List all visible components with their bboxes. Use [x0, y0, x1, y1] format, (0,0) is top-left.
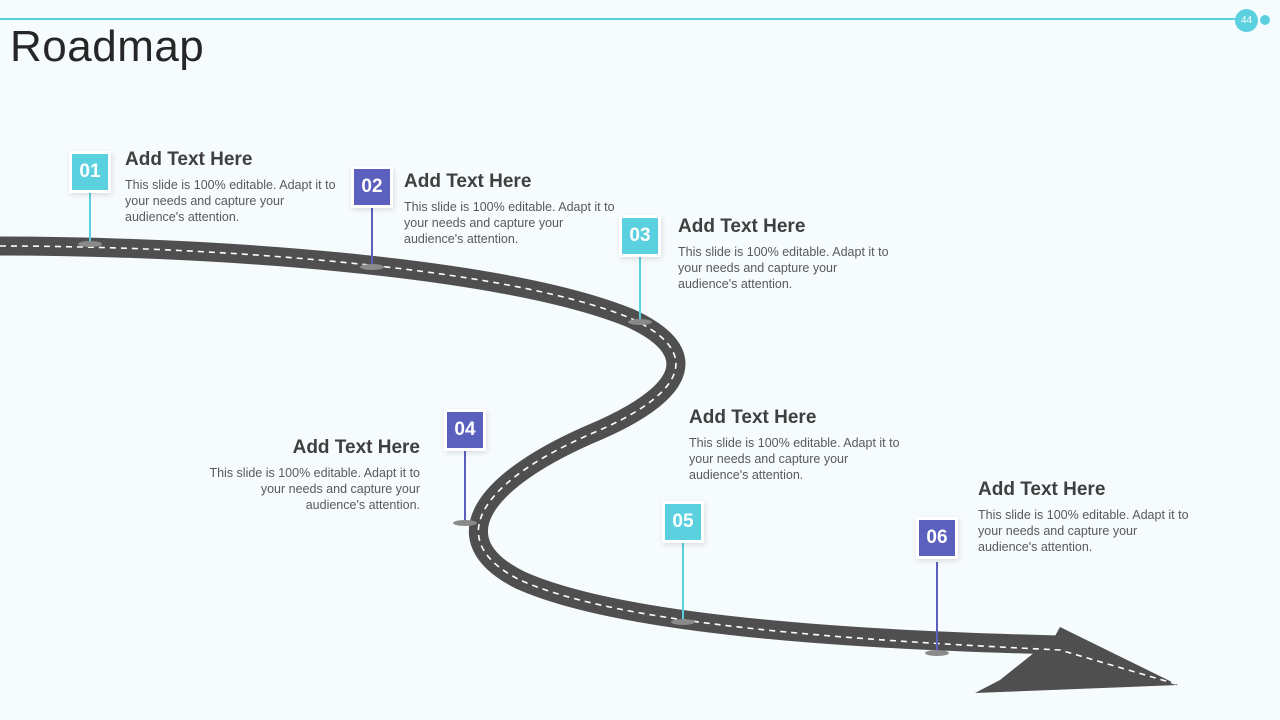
milestone-flag-02: 02: [354, 169, 390, 205]
page-number-badge: 44: [1235, 9, 1258, 32]
milestone-text-05: [689, 407, 904, 483]
milestone-marker-03: [629, 225, 651, 323]
milestone-heading: Add Text Here: [404, 171, 532, 192]
marker-base: [453, 520, 477, 526]
milestone-text-03: [678, 216, 893, 292]
marker-base: [671, 619, 695, 625]
marker-pole: [371, 205, 373, 267]
marker-base: [360, 264, 384, 270]
milestone-marker-04: [454, 419, 476, 524]
milestone-marker-02: [361, 176, 383, 268]
slide-title: Roadmap: [10, 22, 205, 71]
marker-pole: [936, 562, 938, 653]
milestone-flag-04: 04: [447, 412, 483, 448]
milestone-text-01: [125, 149, 340, 225]
marker-base: [78, 241, 102, 247]
milestone-flag-01: 01: [72, 154, 108, 190]
milestone-heading: Add Text Here: [125, 149, 253, 170]
milestone-description: This slide is 100% editable. Adapt it to your needs and capture your audience's attention.: [125, 178, 336, 224]
milestone-marker-01: [79, 161, 101, 245]
milestone-description: This slide is 100% editable. Adapt it to your needs and capture your audience's attention.: [689, 436, 900, 482]
milestone-marker-05: [672, 511, 694, 623]
milestone-flag-05: 05: [665, 504, 701, 540]
marker-pole: [89, 184, 91, 244]
milestone-text-06: [978, 479, 1193, 555]
milestone-description: This slide is 100% editable. Adapt it to your needs and capture your audience's attention.: [404, 200, 615, 246]
marker-pole: [464, 451, 466, 523]
milestone-heading: Add Text Here: [978, 479, 1106, 500]
marker-pole: [682, 543, 684, 622]
milestone-text-04: [205, 437, 420, 513]
milestone-flag-06: 06: [919, 520, 955, 556]
milestone-marker-06: [926, 527, 948, 654]
marker-pole: [639, 254, 641, 322]
milestone-heading: Add Text Here: [678, 216, 806, 237]
marker-base: [628, 319, 652, 325]
milestone-description: This slide is 100% editable. Adapt it to your needs and capture your audience's attention.: [978, 508, 1189, 554]
milestone-flag-03: 03: [622, 218, 658, 254]
milestone-heading: Add Text Here: [292, 437, 420, 458]
milestone-text-02: [404, 171, 619, 247]
milestone-description: This slide is 100% editable. Adapt it to your needs and capture your audience's attention.: [678, 245, 889, 291]
milestone-heading: Add Text Here: [689, 407, 817, 428]
milestone-description: This slide is 100% editable. Adapt it to your needs and capture your audience's attention.: [209, 466, 420, 512]
marker-base: [925, 650, 949, 656]
